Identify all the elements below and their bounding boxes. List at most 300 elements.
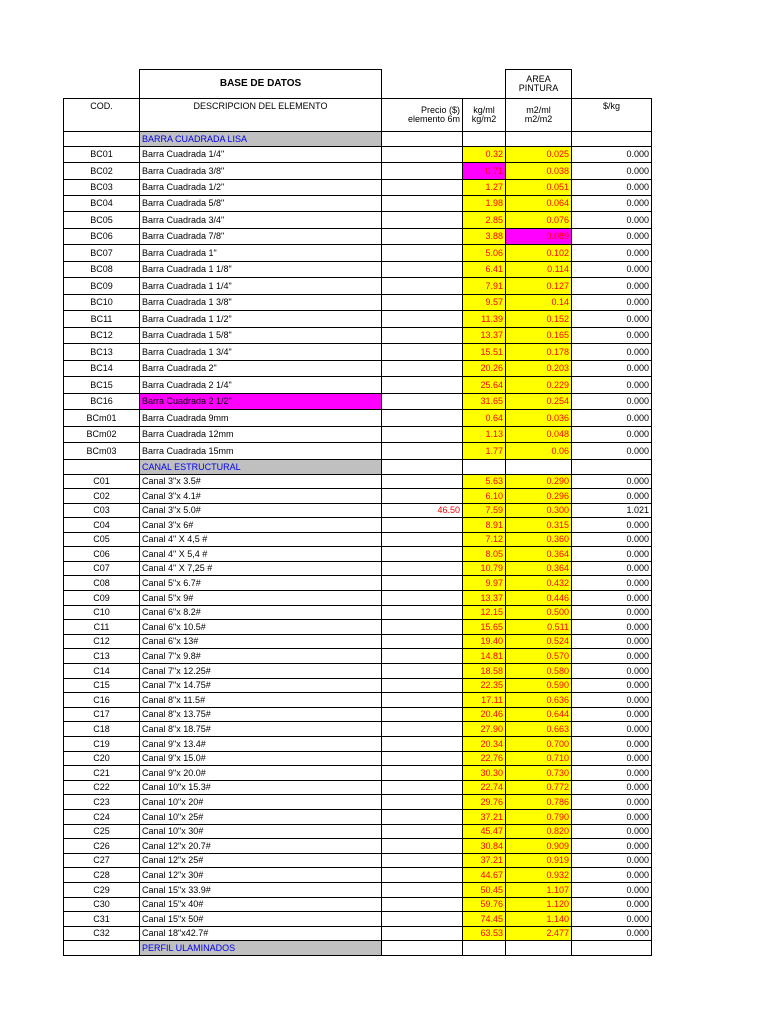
cell-dollar-per-kg: 0.000 <box>572 854 652 868</box>
cell-code: BCm02 <box>64 427 140 443</box>
cell-dollar-per-kg: 0.000 <box>572 839 652 854</box>
cell-description: Canal 9"x 13.4# <box>140 737 382 752</box>
cell-price <box>382 839 463 854</box>
cell-code: C04 <box>64 518 140 533</box>
cell-code: BC16 <box>64 394 140 410</box>
cell-code: BC09 <box>64 278 140 295</box>
table-row <box>64 245 652 262</box>
cell-kg-ml: 0.64 <box>463 410 506 427</box>
cell-m2-ml: 0.06 <box>506 443 572 460</box>
sheet-body <box>64 70 652 956</box>
cell-price <box>382 591 463 606</box>
col-header-kg <box>463 99 506 132</box>
cell-m2-ml: 0.360 <box>506 533 572 547</box>
cell-code: BC14 <box>64 361 140 377</box>
table-row <box>64 518 652 533</box>
cell-dollar-per-kg: 0.000 <box>572 664 652 679</box>
cell-dollar-per-kg: 0.000 <box>572 245 652 262</box>
cell-dollar-per-kg: 1.021 <box>572 504 652 518</box>
cell-code: C16 <box>64 693 140 708</box>
cell-kg-ml: 11.39 <box>463 311 506 328</box>
empty-cell <box>572 460 652 475</box>
cell-description: Barra Cuadrada 7/8" <box>140 229 382 245</box>
cell-dollar-per-kg: 0.000 <box>572 147 652 163</box>
cell-description: Canal 8"x 18.75# <box>140 722 382 737</box>
cell-price <box>382 410 463 427</box>
table-row <box>64 377 652 394</box>
cell-code: C19 <box>64 737 140 752</box>
cell-kg-ml: 13.37 <box>463 591 506 606</box>
cell-kg-ml: 7.91 <box>463 278 506 295</box>
cell-price <box>382 781 463 795</box>
table-row <box>64 810 652 825</box>
cell-code: BC07 <box>64 245 140 262</box>
table-row <box>64 147 652 163</box>
title-row <box>64 70 652 99</box>
cell-m2-ml: 0.076 <box>506 212 572 229</box>
cell-price <box>382 562 463 576</box>
cell-price <box>382 377 463 394</box>
cell-description: Canal 7"x 14.75# <box>140 679 382 693</box>
cell-description: Barra Cuadrada 1 1/8" <box>140 262 382 278</box>
cell-code: C08 <box>64 576 140 591</box>
cell-dollar-per-kg: 0.000 <box>572 427 652 443</box>
cell-kg-ml: 9.57 <box>463 295 506 311</box>
cell-kg-ml: 0.71 <box>463 163 506 180</box>
table-row <box>64 722 652 737</box>
cell-price <box>382 606 463 620</box>
cell-price <box>382 344 463 361</box>
cell-price <box>382 163 463 180</box>
cell-code: C30 <box>64 898 140 912</box>
cell-dollar-per-kg: 0.000 <box>572 533 652 547</box>
cell-m2-ml: 0.932 <box>506 868 572 883</box>
cell-m2-ml: 0.051 <box>506 180 572 196</box>
cell-price <box>382 245 463 262</box>
cell-code: BC08 <box>64 262 140 278</box>
cell-m2-ml: 0.178 <box>506 344 572 361</box>
cell-description: Canal 10"x 30# <box>140 825 382 839</box>
cell-description: Canal 4" X 4,5 # <box>140 533 382 547</box>
cell-m2-ml: 0.570 <box>506 649 572 664</box>
cell-m2-ml: 0.772 <box>506 781 572 795</box>
cell-dollar-per-kg: 0.000 <box>572 576 652 591</box>
cell-kg-ml: 74.45 <box>463 912 506 927</box>
spreadsheet-table <box>63 69 652 956</box>
cell-dollar-per-kg: 0.000 <box>572 547 652 562</box>
table-row <box>64 229 652 245</box>
table-row <box>64 344 652 361</box>
cell-dollar-per-kg: 0.000 <box>572 311 652 328</box>
cell-code: C27 <box>64 854 140 868</box>
cell-dollar-per-kg: 0.000 <box>572 898 652 912</box>
cell-dollar-per-kg: 0.000 <box>572 752 652 766</box>
cell-dollar-per-kg: 0.000 <box>572 810 652 825</box>
cell-description: Canal 12"x 20.7# <box>140 839 382 854</box>
cell-price <box>382 898 463 912</box>
cell-kg-ml: 6.10 <box>463 489 506 504</box>
area-pintura-header <box>506 70 572 99</box>
cell-code: BCm01 <box>64 410 140 427</box>
cell-code: C05 <box>64 533 140 547</box>
cell-kg-ml: 27.90 <box>463 722 506 737</box>
kg-label-1: kg/ml <box>473 105 495 115</box>
area-label-2: m2/m2 <box>524 114 553 124</box>
cell-code: C32 <box>64 927 140 941</box>
cell-price <box>382 664 463 679</box>
cell-kg-ml: 17.11 <box>463 693 506 708</box>
empty-cell <box>382 460 463 475</box>
cell-price <box>382 196 463 212</box>
cell-dollar-per-kg: 0.000 <box>572 722 652 737</box>
cell-kg-ml: 31.65 <box>463 394 506 410</box>
empty-cell <box>572 941 652 956</box>
cell-description: Canal 4" X 7,25 # <box>140 562 382 576</box>
pintura-label: PINTURA <box>518 83 559 93</box>
cell-kg-ml: 44.67 <box>463 868 506 883</box>
cell-description: Canal 3"x 5.0# <box>140 504 382 518</box>
table-row <box>64 825 652 839</box>
table-row <box>64 664 652 679</box>
cell-code: C11 <box>64 620 140 635</box>
cell-dollar-per-kg: 0.000 <box>572 591 652 606</box>
cell-m2-ml: 0.203 <box>506 361 572 377</box>
section-title: PERFIL ULAMINADOS <box>140 941 382 956</box>
cell-kg-ml: 20.34 <box>463 737 506 752</box>
table-row <box>64 737 652 752</box>
cell-code: C13 <box>64 649 140 664</box>
cell-price <box>382 620 463 635</box>
cell-price <box>382 475 463 489</box>
table-row <box>64 427 652 443</box>
cell-kg-ml: 10.79 <box>463 562 506 576</box>
table-row <box>64 443 652 460</box>
cell-m2-ml: 0.909 <box>506 839 572 854</box>
blank-cell <box>64 70 140 99</box>
table-row <box>64 533 652 547</box>
cell-kg-ml: 5.63 <box>463 475 506 489</box>
cell-m2-ml: 0.114 <box>506 262 572 278</box>
cell-m2-ml: 0.700 <box>506 737 572 752</box>
cell-m2-ml: 0.730 <box>506 766 572 781</box>
cell-price <box>382 722 463 737</box>
cell-description: Canal 8"x 13.75# <box>140 708 382 722</box>
section-title: BARRA CUADRADA LISA <box>140 132 382 147</box>
cell-kg-ml: 22.35 <box>463 679 506 693</box>
cell-code: C15 <box>64 679 140 693</box>
table-row <box>64 504 652 518</box>
empty-cell <box>382 941 463 956</box>
cell-kg-ml: 8.91 <box>463 518 506 533</box>
cell-kg-ml: 50.45 <box>463 883 506 898</box>
section-header-row <box>64 132 652 147</box>
cell-price <box>382 708 463 722</box>
cell-description: Barra Cuadrada 1 3/4" <box>140 344 382 361</box>
empty-cell <box>506 941 572 956</box>
cell-description: Barra Cuadrada 2 1/2" <box>140 394 382 410</box>
table-row <box>64 839 652 854</box>
cell-m2-ml: 0.636 <box>506 693 572 708</box>
section-header-row <box>64 460 652 475</box>
cell-price <box>382 679 463 693</box>
table-row <box>64 883 652 898</box>
cell-dollar-per-kg: 0.000 <box>572 883 652 898</box>
table-row <box>64 606 652 620</box>
cell-m2-ml: 0.064 <box>506 196 572 212</box>
cell-price <box>382 825 463 839</box>
cell-price <box>382 737 463 752</box>
cell-kg-ml: 1.98 <box>463 196 506 212</box>
cell-m2-ml: 1.140 <box>506 912 572 927</box>
cell-price <box>382 752 463 766</box>
cell-m2-ml: 0.644 <box>506 708 572 722</box>
cell-code: C22 <box>64 781 140 795</box>
cell-code: C31 <box>64 912 140 927</box>
cell-m2-ml: 0.364 <box>506 562 572 576</box>
table-row <box>64 180 652 196</box>
cell-m2-ml: 0.364 <box>506 547 572 562</box>
empty-cell <box>64 941 140 956</box>
cell-m2-ml: 0.102 <box>506 245 572 262</box>
cell-description: Canal 9"x 20.0# <box>140 766 382 781</box>
cell-price <box>382 693 463 708</box>
cell-price <box>382 766 463 781</box>
table-row <box>64 854 652 868</box>
table-row <box>64 766 652 781</box>
cell-m2-ml: 0.14 <box>506 295 572 311</box>
cell-price <box>382 518 463 533</box>
blank-cell <box>572 70 652 99</box>
cell-dollar-per-kg: 0.000 <box>572 278 652 295</box>
cell-price <box>382 649 463 664</box>
cell-price <box>382 295 463 311</box>
cell-description: Canal 7"x 12.25# <box>140 664 382 679</box>
cell-price <box>382 868 463 883</box>
cell-price <box>382 854 463 868</box>
table-row <box>64 163 652 180</box>
col-header-area <box>506 99 572 132</box>
cell-price <box>382 912 463 927</box>
cell-m2-ml: 0.580 <box>506 664 572 679</box>
cell-description: Canal 10"x 25# <box>140 810 382 825</box>
cell-m2-ml: 0.036 <box>506 410 572 427</box>
cell-dollar-per-kg: 0.000 <box>572 708 652 722</box>
cell-price <box>382 883 463 898</box>
cell-code: C28 <box>64 868 140 883</box>
cell-price <box>382 489 463 504</box>
cell-code: C02 <box>64 489 140 504</box>
table-row <box>64 781 652 795</box>
cell-code: BC02 <box>64 163 140 180</box>
cell-kg-ml: 9.97 <box>463 576 506 591</box>
cell-description: Canal 4" X 5,4 # <box>140 547 382 562</box>
table-row <box>64 868 652 883</box>
table-row <box>64 196 652 212</box>
cell-dollar-per-kg: 0.000 <box>572 693 652 708</box>
cell-m2-ml: 0.590 <box>506 679 572 693</box>
cell-code: C01 <box>64 475 140 489</box>
cell-code: C09 <box>64 591 140 606</box>
cell-price <box>382 576 463 591</box>
cell-description: Canal 6"x 13# <box>140 635 382 649</box>
blank-cell <box>463 70 506 99</box>
cell-kg-ml: 22.74 <box>463 781 506 795</box>
cell-description: Canal 6"x 10.5# <box>140 620 382 635</box>
cell-dollar-per-kg: 0.000 <box>572 562 652 576</box>
cell-description: Canal 3"x 6# <box>140 518 382 533</box>
table-row <box>64 562 652 576</box>
cell-description: Canal 15"x 50# <box>140 912 382 927</box>
cell-m2-ml: 0.315 <box>506 518 572 533</box>
table-row <box>64 311 652 328</box>
cell-description: Barra Cuadrada 9mm <box>140 410 382 427</box>
blank-cell <box>382 70 463 99</box>
cell-m2-ml: 0.229 <box>506 377 572 394</box>
col-header-description: DESCRIPCION DEL ELEMENTO <box>140 99 382 132</box>
empty-cell <box>463 460 506 475</box>
cell-price <box>382 311 463 328</box>
table-row <box>64 278 652 295</box>
cell-m2-ml: 0.048 <box>506 427 572 443</box>
table-row <box>64 693 652 708</box>
table-row <box>64 328 652 344</box>
cell-description: Canal 10"x 20# <box>140 795 382 810</box>
cell-kg-ml: 15.51 <box>463 344 506 361</box>
cell-m2-ml: 0.290 <box>506 475 572 489</box>
cell-description: Barra Cuadrada 15mm <box>140 443 382 460</box>
cell-kg-ml: 15.65 <box>463 620 506 635</box>
table-row <box>64 927 652 941</box>
cell-m2-ml: 0.038 <box>506 163 572 180</box>
cell-price <box>382 927 463 941</box>
cell-m2-ml: 0.710 <box>506 752 572 766</box>
cell-description: Canal 5"x 6.7# <box>140 576 382 591</box>
cell-kg-ml: 18.58 <box>463 664 506 679</box>
cell-price <box>382 795 463 810</box>
cell-description: Barra Cuadrada 12mm <box>140 427 382 443</box>
section-title: CANAL ESTRUCTURAL <box>140 460 382 475</box>
cell-dollar-per-kg: 0.000 <box>572 679 652 693</box>
cell-code: C07 <box>64 562 140 576</box>
col-header-price <box>382 99 463 132</box>
empty-cell <box>463 941 506 956</box>
table-row <box>64 295 652 311</box>
cell-price <box>382 547 463 562</box>
cell-kg-ml: 29.76 <box>463 795 506 810</box>
table-row <box>64 679 652 693</box>
table-row <box>64 795 652 810</box>
cell-dollar-per-kg: 0.000 <box>572 912 652 927</box>
cell-code: C25 <box>64 825 140 839</box>
cell-description: Barra Cuadrada 1/2" <box>140 180 382 196</box>
table-row <box>64 394 652 410</box>
cell-m2-ml: 1.120 <box>506 898 572 912</box>
cell-code: C29 <box>64 883 140 898</box>
table-row <box>64 591 652 606</box>
area-label: AREA <box>526 74 551 84</box>
cell-m2-ml: 0.127 <box>506 278 572 295</box>
cell-price <box>382 212 463 229</box>
cell-code: BC05 <box>64 212 140 229</box>
cell-code: BC03 <box>64 180 140 196</box>
cell-description: Canal 3"x 4.1# <box>140 489 382 504</box>
cell-dollar-per-kg: 0.000 <box>572 635 652 649</box>
cell-code: C20 <box>64 752 140 766</box>
cell-dollar-per-kg: 0.000 <box>572 328 652 344</box>
cell-m2-ml: 0.296 <box>506 489 572 504</box>
cell-price <box>382 443 463 460</box>
price-label-2: elemento 6m <box>407 114 460 124</box>
cell-dollar-per-kg: 0.000 <box>572 410 652 427</box>
cell-description: Canal 12"x 25# <box>140 854 382 868</box>
cell-description: Canal 3"x 3.5# <box>140 475 382 489</box>
cell-kg-ml: 59.76 <box>463 898 506 912</box>
table-row <box>64 649 652 664</box>
kg-label-2: kg/m2 <box>471 114 497 124</box>
cell-code: C18 <box>64 722 140 737</box>
table-row <box>64 576 652 591</box>
cell-m2-ml: 2.477 <box>506 927 572 941</box>
cell-price <box>382 262 463 278</box>
cell-description: Barra Cuadrada 2" <box>140 361 382 377</box>
cell-dollar-per-kg: 0.000 <box>572 344 652 361</box>
cell-description: Canal 18"x42.7# <box>140 927 382 941</box>
cell-kg-ml: 13.37 <box>463 328 506 344</box>
cell-kg-ml: 14.81 <box>463 649 506 664</box>
cell-code: C10 <box>64 606 140 620</box>
cell-kg-ml: 1.77 <box>463 443 506 460</box>
cell-description: Canal 8"x 11.5# <box>140 693 382 708</box>
cell-code: BC15 <box>64 377 140 394</box>
cell-price <box>382 635 463 649</box>
empty-cell <box>64 132 140 147</box>
cell-m2-ml: 0.820 <box>506 825 572 839</box>
cell-code: C06 <box>64 547 140 562</box>
table-row <box>64 212 652 229</box>
cell-kg-ml: 12.15 <box>463 606 506 620</box>
cell-code: C24 <box>64 810 140 825</box>
cell-code: C12 <box>64 635 140 649</box>
cell-m2-ml: 1.107 <box>506 883 572 898</box>
cell-code: BC10 <box>64 295 140 311</box>
cell-description: Barra Cuadrada 2 1/4" <box>140 377 382 394</box>
cell-description: Barra Cuadrada 3/4" <box>140 212 382 229</box>
cell-code: BC01 <box>64 147 140 163</box>
cell-kg-ml: 63.53 <box>463 927 506 941</box>
col-header-code: COD. <box>64 99 140 132</box>
cell-kg-ml: 45.47 <box>463 825 506 839</box>
cell-dollar-per-kg: 0.000 <box>572 927 652 941</box>
cell-code: BC04 <box>64 196 140 212</box>
cell-m2-ml: 0.524 <box>506 635 572 649</box>
cell-dollar-per-kg: 0.000 <box>572 606 652 620</box>
cell-dollar-per-kg: 0.000 <box>572 620 652 635</box>
cell-description: Canal 15"x 40# <box>140 898 382 912</box>
table-row <box>64 635 652 649</box>
cell-dollar-per-kg: 0.000 <box>572 825 652 839</box>
cell-code: BCm03 <box>64 443 140 460</box>
cell-description: Canal 15"x 33.9# <box>140 883 382 898</box>
table-row <box>64 912 652 927</box>
cell-code: BC13 <box>64 344 140 361</box>
cell-dollar-per-kg: 0.000 <box>572 212 652 229</box>
cell-m2-ml: 0.089 <box>506 229 572 245</box>
cell-description: Barra Cuadrada 1 5/8" <box>140 328 382 344</box>
table-row <box>64 620 652 635</box>
cell-m2-ml: 0.254 <box>506 394 572 410</box>
section-header-row <box>64 941 652 956</box>
cell-price <box>382 427 463 443</box>
